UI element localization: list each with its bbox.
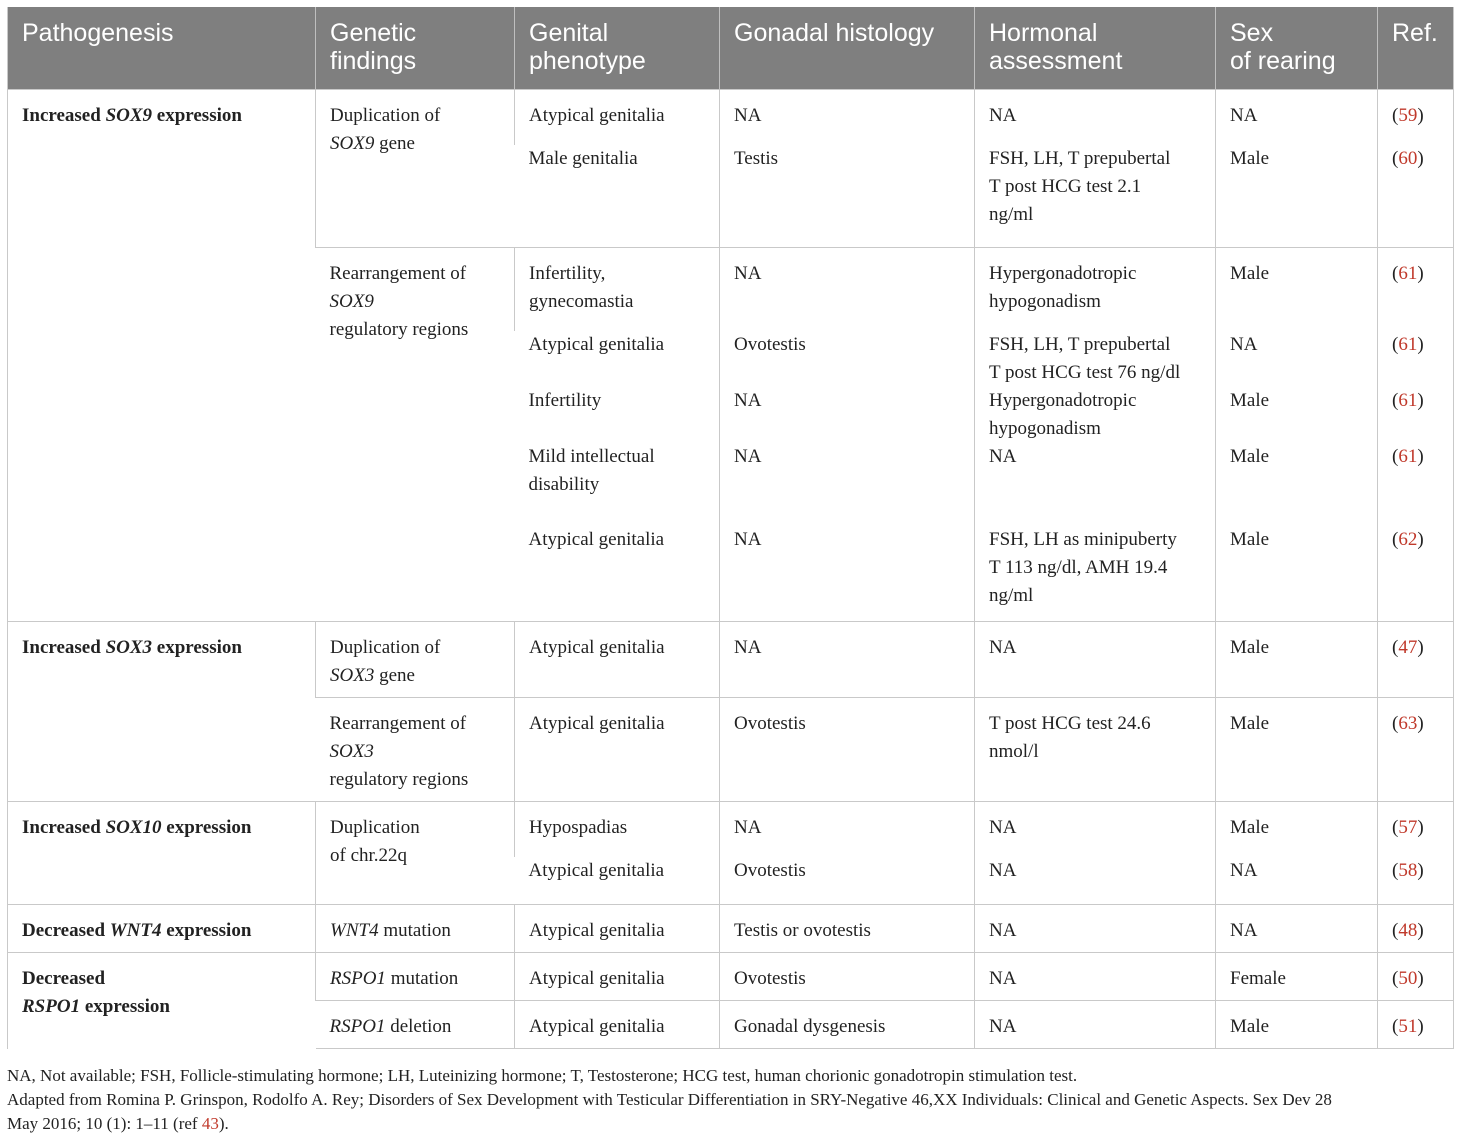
sex-cell: NA (1216, 331, 1378, 387)
pathogenesis-cell: Decreased RSPO1 expression (8, 953, 316, 1049)
sex-cell: Male (1216, 802, 1378, 857)
ref-link[interactable]: 63 (1398, 713, 1418, 734)
sex-cell: Male (1216, 698, 1378, 802)
genetic-cell: RSPO1 mutation (316, 953, 515, 1001)
histology-cell: Testis (720, 145, 975, 248)
histology-cell: NA (720, 387, 975, 443)
header-ref: Ref. (1378, 7, 1454, 90)
histology-cell: NA (720, 622, 975, 698)
ref-link[interactable]: 59 (1398, 105, 1418, 126)
ref-cell: (51) (1378, 1001, 1454, 1049)
phenotype-cell: Atypical genitalia (528, 528, 665, 550)
table-footnotes (7, 1064, 1453, 1136)
hormonal-cell: FSH, LH, T prepubertal T post HCG test 2.1 ng/ml (975, 145, 1216, 248)
histology-cell: Ovotestis (720, 857, 975, 905)
hormonal-cell: Hypergonadotropic hypogonadism (975, 248, 1216, 331)
hormonal-cell: NA (975, 1001, 1216, 1049)
table-row (8, 802, 1454, 857)
ref-link[interactable]: 60 (1398, 147, 1418, 169)
ref-cell: (50) (1378, 953, 1454, 1001)
hormonal-cell: FSH, LH, T prepubertal T post HCG test 76 ng/dl (975, 331, 1216, 387)
pathogenesis-cell: Increased SOX10 expression (8, 802, 316, 905)
genetic-cell: RSPO1 deletion (316, 1001, 515, 1049)
ref-cell: (58) (1378, 857, 1454, 905)
genetic-cell: Duplication of chr.22q (316, 802, 515, 905)
hormonal-cell: Hypergonadotropic hypogonadism (975, 387, 1216, 443)
genetic-cell: Duplication of SOX3 gene (316, 622, 515, 698)
ref-cell: (61) (1378, 387, 1454, 443)
genetic-cell: WNT4 mutation (316, 905, 515, 953)
ref-link[interactable]: 61 (1398, 445, 1418, 467)
ref-cell: (47) (1378, 622, 1454, 698)
pathogenesis-cell: Decreased WNT4 expression (8, 905, 316, 953)
sex-cell: Male (1216, 526, 1378, 622)
header-pathogenesis: Pathogenesis (8, 7, 316, 90)
ref-cell: (60) (1378, 145, 1454, 248)
hormonal-cell: NA (975, 802, 1216, 857)
histology-cell: NA (720, 526, 975, 622)
hormonal-cell: NA (975, 443, 1216, 526)
hormonal-cell: NA (975, 857, 1216, 905)
phenotype-cell: Atypical genitalia (515, 1001, 720, 1049)
genetic-cell: Rearrangement of SOX3 regulatory regions (316, 698, 515, 802)
genetic-cell: Rearrangement of SOX9 regulatory regions (316, 248, 515, 622)
phenotype-cell: Hypospadias (515, 802, 720, 857)
phenotype-cell: Atypical genitalia (515, 953, 720, 1001)
ref-cell: (62) (1378, 526, 1454, 622)
sex-cell: Male (1216, 145, 1378, 248)
table-row (8, 953, 1454, 1001)
histology-cell: NA (720, 802, 975, 857)
phenotype-cell: Infertility, gynecomastia (515, 248, 720, 331)
sex-cell: Female (1216, 953, 1378, 1001)
sex-cell: NA (1216, 857, 1378, 905)
sex-cell: Male (1216, 387, 1378, 443)
table-row (8, 622, 1454, 698)
ref-link[interactable]: 51 (1398, 1016, 1418, 1037)
phenotype-cell: Atypical genitalia (515, 698, 720, 802)
histology-cell: Ovotestis (720, 331, 975, 387)
histology-cell: Ovotestis (720, 698, 975, 802)
ref-link[interactable]: 43 (201, 1114, 219, 1133)
ref-link[interactable]: 47 (1398, 637, 1418, 658)
ref-cell: (61) (1378, 443, 1454, 526)
data-table (7, 7, 1454, 1049)
sex-cell: Male (1216, 248, 1378, 331)
header-genetic-findings: Genetic findings (316, 7, 515, 90)
table-header (8, 7, 1454, 90)
histology-cell: Gonadal dysgenesis (720, 1001, 975, 1049)
phenotype-cell: Atypical genitalia (515, 90, 720, 145)
hormonal-cell: FSH, LH as minipuberty T 113 ng/dl, AMH 19.4 ng/ml (975, 526, 1216, 622)
ref-cell: (48) (1378, 905, 1454, 953)
pathogenesis-cell: Increased SOX3 expression (8, 622, 316, 802)
ref-cell: (61) (1378, 248, 1454, 331)
header-gonadal-histology: Gonadal histology (720, 7, 975, 90)
phenotype-cell: Atypical genitalia (528, 333, 665, 355)
ref-link[interactable]: 62 (1398, 528, 1418, 550)
phenotype-cell: Atypical genitalia (515, 905, 720, 953)
ref-cell: (57) (1378, 802, 1454, 857)
ref-link[interactable]: 57 (1398, 817, 1418, 838)
table-row (8, 90, 1454, 145)
table-body (8, 90, 1454, 1049)
histology-cell: NA (720, 248, 975, 331)
ref-link[interactable]: 61 (1398, 389, 1418, 411)
histology-cell: Testis or ovotestis (720, 905, 975, 953)
phenotype-cell: Mild intellectual disability (528, 445, 655, 495)
phenotype-cell: Atypical genitalia (515, 622, 720, 698)
phenotype-cell: Male genitalia (528, 147, 638, 169)
source-note: Adapted from Romina P. Grinspon, Rodolfo A. Rey; Disorders of Sex Development with Testicular Differentiation in SRY-Negative 46,XX Individuals: Clinical and Genetic Aspects. Sex Dev 28 May 2016; 10 (1): 1–11 (ref 43). (7, 1090, 1332, 1133)
phenotype-cell: Infertility (528, 389, 602, 411)
header-hormonal-assessment: Hormonal assessment (975, 7, 1216, 90)
sex-cell: NA (1216, 90, 1378, 145)
header-genital-phenotype: Genital phenotype (515, 7, 720, 90)
histology-cell: NA (720, 90, 975, 145)
hormonal-cell: NA (975, 622, 1216, 698)
sex-cell: Male (1216, 443, 1378, 526)
ref-link[interactable]: 50 (1398, 968, 1418, 989)
sex-cell: Male (1216, 622, 1378, 698)
sex-cell: Male (1216, 1001, 1378, 1049)
abbreviations-note: NA, Not available; FSH, Follicle-stimulating hormone; LH, Luteinizing hormone; T, Testosterone; HCG test, human chorionic gonadotropin stimulation test. (7, 1066, 1078, 1085)
ref-link[interactable]: 48 (1398, 920, 1418, 941)
histology-cell: Ovotestis (720, 953, 975, 1001)
table-row (8, 905, 1454, 953)
header-row (8, 7, 1454, 90)
hormonal-cell: NA (975, 953, 1216, 1001)
header-sex-of-rearing: Sex of rearing (1216, 7, 1378, 90)
ref-cell: (59) (1378, 90, 1454, 145)
phenotype-cell: Atypical genitalia (528, 859, 665, 881)
hormonal-cell: NA (975, 905, 1216, 953)
ref-cell: (63) (1378, 698, 1454, 802)
pathogenesis-cell: Increased SOX9 expression (8, 90, 316, 622)
ref-link[interactable]: 61 (1398, 263, 1418, 284)
ref-cell: (61) (1378, 331, 1454, 387)
ref-link[interactable]: 58 (1398, 859, 1418, 881)
genetic-cell: Duplication of SOX9 gene (316, 90, 515, 248)
sex-cell: NA (1216, 905, 1378, 953)
hormonal-cell: T post HCG test 24.6 nmol/l (975, 698, 1216, 802)
ref-link[interactable]: 61 (1398, 333, 1418, 355)
table-container (7, 7, 1453, 1049)
hormonal-cell: NA (975, 90, 1216, 145)
histology-cell: NA (720, 443, 975, 526)
